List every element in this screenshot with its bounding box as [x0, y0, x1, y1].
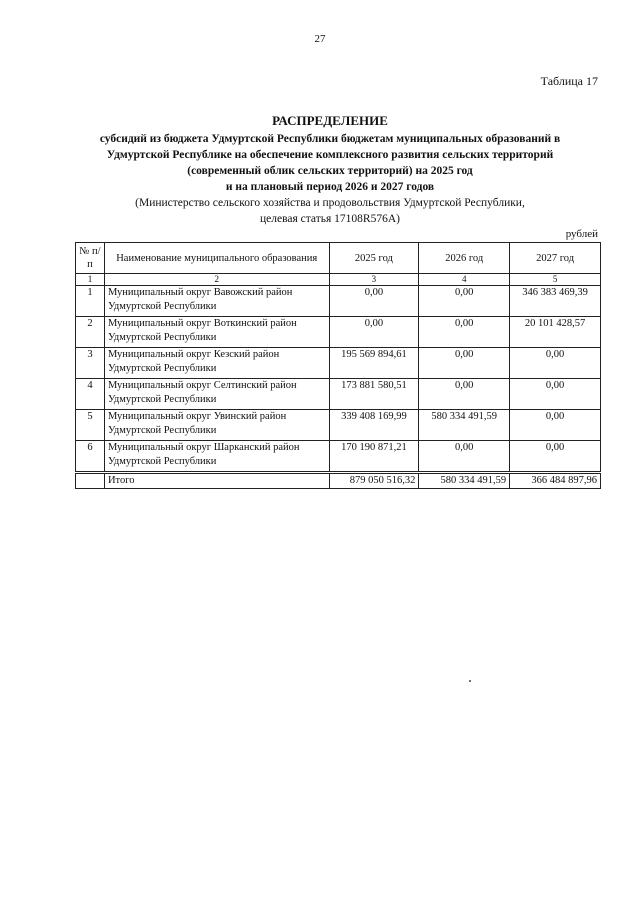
scan-speck [469, 680, 471, 682]
row-2027: 20 101 428,57 [510, 317, 601, 348]
total-2025: 879 050 516,32 [329, 473, 419, 489]
table-row [76, 348, 601, 379]
row-2025: 170 190 871,21 [329, 441, 419, 473]
row-number: 5 [76, 410, 105, 441]
table-row [76, 379, 601, 410]
document-note [60, 195, 600, 227]
row-number: 6 [76, 441, 105, 473]
row-name: Муниципальный округ Увинский район Удмуртской Республики [104, 410, 329, 441]
row-2026: 0,00 [419, 286, 510, 317]
row-2025: 0,00 [329, 286, 419, 317]
row-number: 2 [76, 317, 105, 348]
distribution-table [75, 242, 601, 489]
row-number: 1 [76, 286, 105, 317]
subtitle-line: субсидий из бюджета Удмуртской Республики бюджетам муниципальных образований в [99, 133, 561, 145]
column-number: 3 [329, 274, 419, 286]
row-2026: 0,00 [419, 348, 510, 379]
page-number: 27 [314, 33, 326, 45]
row-2026: 580 334 491,59 [419, 410, 510, 441]
document-title: РАСПРЕДЕЛЕНИЕ [272, 113, 388, 128]
total-2027: 366 484 897,96 [510, 473, 601, 489]
header-2026: 2026 год [419, 243, 510, 274]
subtitle-line: и на плановый период 2026 и 2027 годов [225, 181, 435, 193]
row-2025: 0,00 [329, 317, 419, 348]
subtitle-line: (современный облик сельских территорий) на 2025 год [187, 165, 473, 177]
row-number: 4 [76, 379, 105, 410]
row-2027: 0,00 [510, 348, 601, 379]
row-2027: 0,00 [510, 441, 601, 473]
column-number: 2 [104, 274, 329, 286]
row-name: Муниципальный округ Кезский район Удмуртской Республики [104, 348, 329, 379]
table-header-row [76, 243, 601, 274]
row-2025: 173 881 580,51 [329, 379, 419, 410]
row-2025: 339 408 169,99 [329, 410, 419, 441]
title-block [60, 113, 600, 227]
column-number: 5 [510, 274, 601, 286]
document-subtitle [60, 131, 600, 195]
total-2026: 580 334 491,59 [419, 473, 510, 489]
row-2027: 346 383 469,39 [510, 286, 601, 317]
column-number-row [76, 274, 601, 286]
table-row [76, 286, 601, 317]
row-2026: 0,00 [419, 379, 510, 410]
table-row [76, 410, 601, 441]
row-name: Муниципальный округ Воткинский район Удмуртской Республики [104, 317, 329, 348]
column-number: 1 [76, 274, 105, 286]
units-label: рублей [565, 228, 598, 240]
row-2027: 0,00 [510, 410, 601, 441]
row-2027: 0,00 [510, 379, 601, 410]
header-2027: 2027 год [510, 243, 601, 274]
note-line: целевая статья 17108R576A) [260, 213, 400, 225]
row-name: Муниципальный округ Селтинский район Удмуртской Республики [104, 379, 329, 410]
total-row [76, 473, 601, 489]
row-2025: 195 569 894,61 [329, 348, 419, 379]
table-row [76, 441, 601, 473]
row-number: 3 [76, 348, 105, 379]
column-number: 4 [419, 274, 510, 286]
subtitle-line: Удмуртской Республике на обеспечение комплексного развития сельских территорий [106, 149, 554, 161]
row-2026: 0,00 [419, 441, 510, 473]
row-name: Муниципальный округ Шарканский район Удмуртской Республики [104, 441, 329, 473]
header-2025: 2025 год [329, 243, 419, 274]
row-name: Муниципальный округ Вавожский район Удмуртской Республики [104, 286, 329, 317]
row-2026: 0,00 [419, 317, 510, 348]
header-number: № п/п [76, 243, 105, 274]
total-empty-cell [76, 473, 105, 489]
total-label: Итого [104, 473, 329, 489]
note-line: (Министерство сельского хозяйства и продовольствия Удмуртской Республики, [135, 197, 525, 209]
header-name: Наименование муниципального образования [104, 243, 329, 274]
table-label: Таблица 17 [540, 74, 598, 88]
table-row [76, 317, 601, 348]
